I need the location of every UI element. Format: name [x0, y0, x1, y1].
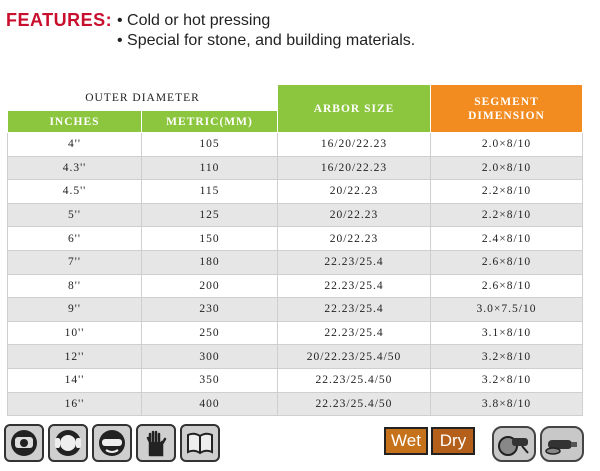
wet-badge: Wet — [384, 427, 428, 455]
cell-arbor: 22.23/25.4 — [278, 250, 431, 274]
segment-line-1: SEGMENT — [474, 95, 539, 108]
usage-badges — [384, 427, 475, 455]
cell-arbor: 20/22.23 — [278, 203, 431, 227]
table-row — [8, 227, 583, 251]
segment-line-2: DIMENSION — [468, 109, 545, 122]
cell-inches: 9'' — [8, 298, 142, 322]
header-outer-diameter: OUTER DIAMETER — [8, 85, 278, 111]
cell-arbor: 16/20/22.23 — [278, 133, 431, 157]
cell-inches: 4.5'' — [8, 180, 142, 204]
cell-metric: 400 — [142, 392, 278, 416]
cell-arbor: 20/22.23 — [278, 227, 431, 251]
table-row — [8, 133, 583, 157]
angle-grinder-icon — [540, 426, 584, 462]
cell-segment: 3.2×8/10 — [431, 368, 583, 392]
table-row — [8, 298, 583, 322]
cell-segment: 2.2×8/10 — [431, 203, 583, 227]
spec-table-body — [8, 133, 583, 416]
table-row — [8, 203, 583, 227]
cell-arbor: 20/22.23 — [278, 180, 431, 204]
table-row — [8, 250, 583, 274]
cell-metric: 250 — [142, 321, 278, 345]
cell-metric: 300 — [142, 345, 278, 369]
cell-segment: 3.2×8/10 — [431, 345, 583, 369]
safety-goggles-icon — [92, 424, 132, 462]
feature-item: • Cold or hot pressing — [117, 12, 271, 29]
cell-metric: 115 — [142, 180, 278, 204]
cell-metric: 110 — [142, 156, 278, 180]
dry-badge: Dry — [431, 427, 475, 455]
cell-inches: 10'' — [8, 321, 142, 345]
table-row — [8, 180, 583, 204]
cell-arbor: 22.23/25.4/50 — [278, 368, 431, 392]
cell-arbor: 22.23/25.4 — [278, 321, 431, 345]
cell-inches: 16'' — [8, 392, 142, 416]
cutoff-saw-icon — [492, 426, 536, 462]
header-metric: METRIC(MM) — [142, 111, 278, 133]
cell-arbor: 16/20/22.23 — [278, 156, 431, 180]
cell-metric: 200 — [142, 274, 278, 298]
cell-inches: 14'' — [8, 368, 142, 392]
cell-arbor: 20/22.23/25.4/50 — [278, 345, 431, 369]
cell-inches: 4.3'' — [8, 156, 142, 180]
cell-inches: 6'' — [8, 227, 142, 251]
cell-metric: 230 — [142, 298, 278, 322]
cell-arbor: 22.23/25.4 — [278, 274, 431, 298]
tool-icons — [492, 426, 584, 462]
cell-segment: 2.0×8/10 — [431, 133, 583, 157]
cell-segment: 2.6×8/10 — [431, 250, 583, 274]
cell-segment: 2.0×8/10 — [431, 156, 583, 180]
cell-inches: 12'' — [8, 345, 142, 369]
cell-metric: 150 — [142, 227, 278, 251]
table-row — [8, 392, 583, 416]
table-row — [8, 274, 583, 298]
spec-table — [7, 84, 583, 416]
cell-inches: 5'' — [8, 203, 142, 227]
manual-book-icon — [180, 424, 220, 462]
cell-inches: 4'' — [8, 133, 142, 157]
cell-arbor: 22.23/25.4/50 — [278, 392, 431, 416]
cell-metric: 125 — [142, 203, 278, 227]
table-row — [8, 321, 583, 345]
header-segment-dimension — [431, 85, 583, 133]
cell-metric: 180 — [142, 250, 278, 274]
table-row — [8, 368, 583, 392]
header-inches: INCHES — [8, 111, 142, 133]
safety-icons — [4, 424, 220, 462]
cell-inches: 8'' — [8, 274, 142, 298]
feature-item: • Special for stone, and building materials. — [117, 32, 416, 49]
cell-metric: 350 — [142, 368, 278, 392]
cell-inches: 7'' — [8, 250, 142, 274]
cell-segment: 2.4×8/10 — [431, 227, 583, 251]
table-row — [8, 345, 583, 369]
table-row — [8, 156, 583, 180]
cell-segment: 2.6×8/10 — [431, 274, 583, 298]
ear-protection-icon — [48, 424, 88, 462]
face-shield-icon — [4, 424, 44, 462]
cell-segment: 3.8×8/10 — [431, 392, 583, 416]
cell-metric: 105 — [142, 133, 278, 157]
features-label: FEATURES: — [6, 10, 113, 30]
cell-arbor: 22.23/25.4 — [278, 298, 431, 322]
cell-segment: 3.0×7.5/10 — [431, 298, 583, 322]
header-arbor-size: ARBOR SIZE — [278, 85, 431, 133]
cell-segment: 2.2×8/10 — [431, 180, 583, 204]
cell-segment: 3.1×8/10 — [431, 321, 583, 345]
gloves-icon — [136, 424, 176, 462]
